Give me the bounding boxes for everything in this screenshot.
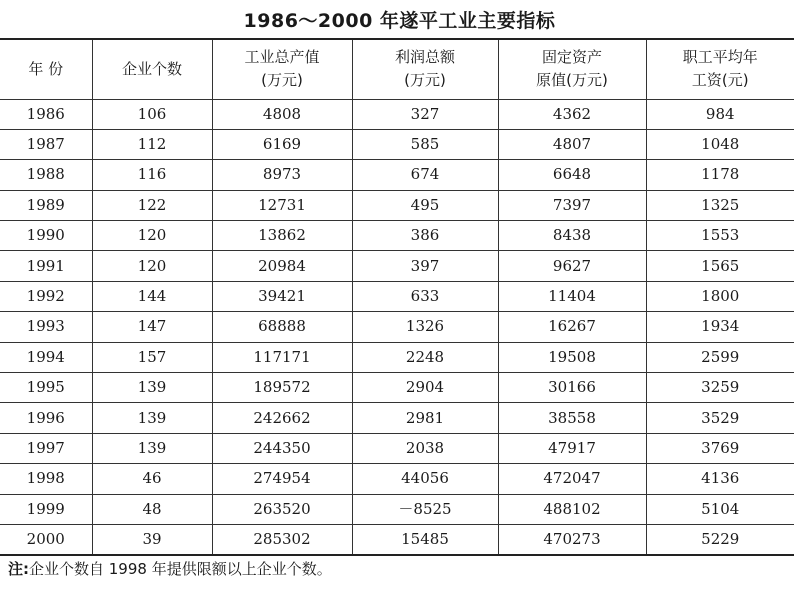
year-cell: 1988 <box>0 160 92 190</box>
table-row <box>0 251 794 281</box>
enterprise-count-cell: 139 <box>92 373 212 403</box>
enterprise-count-cell: 112 <box>92 129 212 159</box>
fixed-assets-cell: 16267 <box>498 312 646 342</box>
average-wage-cell: 2599 <box>646 342 794 372</box>
footnote-label: 注: <box>8 560 29 578</box>
table-row <box>0 373 794 403</box>
average-wage-cell: 1800 <box>646 281 794 311</box>
footnote <box>8 558 332 579</box>
table-row <box>0 190 794 220</box>
gross-output-cell: 13862 <box>212 221 352 251</box>
average-wage-cell: 1048 <box>646 129 794 159</box>
year-cell: 1987 <box>0 129 92 159</box>
fixed-assets-cell: 4362 <box>498 99 646 129</box>
enterprise-count-cell: 48 <box>92 494 212 524</box>
gross-output-cell: 244350 <box>212 433 352 463</box>
table-row <box>0 524 794 554</box>
fixed-assets-cell: 7397 <box>498 190 646 220</box>
average-wage-cell: 3259 <box>646 373 794 403</box>
year-cell: 1991 <box>0 251 92 281</box>
year-cell: 1986 <box>0 99 92 129</box>
gross-output-cell: 12731 <box>212 190 352 220</box>
gross-output-cell: 8973 <box>212 160 352 190</box>
gross-output-cell: 4808 <box>212 99 352 129</box>
table-row <box>0 494 794 524</box>
fixed-assets-cell: 9627 <box>498 251 646 281</box>
gross-output-cell: 274954 <box>212 464 352 494</box>
footnote-text: 企业个数自 1998 年提供限额以上企业个数。 <box>29 560 332 578</box>
fixed-assets-cell: 47917 <box>498 433 646 463</box>
table-row <box>0 281 794 311</box>
table-row <box>0 129 794 159</box>
gross-output-cell: 20984 <box>212 251 352 281</box>
gross-output-cell: 68888 <box>212 312 352 342</box>
profit-cell: 633 <box>352 281 498 311</box>
profit-cell: 15485 <box>352 524 498 554</box>
profit-cell: 386 <box>352 221 498 251</box>
gross-output-cell: 189572 <box>212 373 352 403</box>
table-row <box>0 342 794 372</box>
year-cell: 1994 <box>0 342 92 372</box>
average-wage-cell: 1565 <box>646 251 794 281</box>
average-wage-cell: 5229 <box>646 524 794 554</box>
profit-cell: 327 <box>352 99 498 129</box>
average-wage-cell: 3529 <box>646 403 794 433</box>
year-cell: 1995 <box>0 373 92 403</box>
header-gross-output: 工业总产值 (万元) <box>212 39 352 99</box>
enterprise-count-cell: 147 <box>92 312 212 342</box>
year-cell: 2000 <box>0 524 92 554</box>
fixed-assets-cell: 488102 <box>498 494 646 524</box>
fixed-assets-cell: 38558 <box>498 403 646 433</box>
year-cell: 1999 <box>0 494 92 524</box>
table-header-row <box>0 39 794 99</box>
table-body <box>0 99 794 555</box>
table-row <box>0 99 794 129</box>
year-cell: 1997 <box>0 433 92 463</box>
header-average-wage: 职工平均年 工资(元) <box>646 39 794 99</box>
fixed-assets-cell: 472047 <box>498 464 646 494</box>
profit-cell: 674 <box>352 160 498 190</box>
header-fixed-assets: 固定资产 原值(万元) <box>498 39 646 99</box>
profit-cell: 44056 <box>352 464 498 494</box>
fixed-assets-cell: 8438 <box>498 221 646 251</box>
average-wage-cell: 3769 <box>646 433 794 463</box>
average-wage-cell: 1934 <box>646 312 794 342</box>
gross-output-cell: 285302 <box>212 524 352 554</box>
year-cell: 1992 <box>0 281 92 311</box>
year-cell: 1996 <box>0 403 92 433</box>
enterprise-count-cell: 139 <box>92 433 212 463</box>
year-cell: 1990 <box>0 221 92 251</box>
industry-indicators-table <box>0 38 794 556</box>
year-cell: 1989 <box>0 190 92 220</box>
fixed-assets-cell: 30166 <box>498 373 646 403</box>
average-wage-cell: 5104 <box>646 494 794 524</box>
profit-cell: 1326 <box>352 312 498 342</box>
average-wage-cell: 1325 <box>646 190 794 220</box>
profit-cell: 2038 <box>352 433 498 463</box>
profit-cell: 397 <box>352 251 498 281</box>
enterprise-count-cell: 144 <box>92 281 212 311</box>
fixed-assets-cell: 6648 <box>498 160 646 190</box>
gross-output-cell: 117171 <box>212 342 352 372</box>
table-row <box>0 403 794 433</box>
gross-output-cell: 242662 <box>212 403 352 433</box>
profit-cell: 585 <box>352 129 498 159</box>
table-row <box>0 160 794 190</box>
average-wage-cell: 984 <box>646 99 794 129</box>
average-wage-cell: 1553 <box>646 221 794 251</box>
year-cell: 1993 <box>0 312 92 342</box>
profit-cell: 495 <box>352 190 498 220</box>
table-row <box>0 221 794 251</box>
enterprise-count-cell: 120 <box>92 251 212 281</box>
enterprise-count-cell: 157 <box>92 342 212 372</box>
fixed-assets-cell: 11404 <box>498 281 646 311</box>
average-wage-cell: 4136 <box>646 464 794 494</box>
table-row <box>0 464 794 494</box>
table-row <box>0 433 794 463</box>
table-row <box>0 312 794 342</box>
profit-cell: －8525 <box>352 494 498 524</box>
fixed-assets-cell: 470273 <box>498 524 646 554</box>
header-total-profit: 利润总额 (万元) <box>352 39 498 99</box>
profit-cell: 2981 <box>352 403 498 433</box>
enterprise-count-cell: 39 <box>92 524 212 554</box>
profit-cell: 2248 <box>352 342 498 372</box>
profit-cell: 2904 <box>352 373 498 403</box>
fixed-assets-cell: 19508 <box>498 342 646 372</box>
table-title: 1986～2000 年遂平工业主要指标 <box>243 10 556 32</box>
enterprise-count-cell: 120 <box>92 221 212 251</box>
gross-output-cell: 263520 <box>212 494 352 524</box>
year-cell: 1998 <box>0 464 92 494</box>
fixed-assets-cell: 4807 <box>498 129 646 159</box>
enterprise-count-cell: 122 <box>92 190 212 220</box>
enterprise-count-cell: 106 <box>92 99 212 129</box>
gross-output-cell: 39421 <box>212 281 352 311</box>
header-enterprise-count: 企业个数 <box>92 39 212 99</box>
gross-output-cell: 6169 <box>212 129 352 159</box>
enterprise-count-cell: 46 <box>92 464 212 494</box>
average-wage-cell: 1178 <box>646 160 794 190</box>
header-year: 年 份 <box>0 39 92 99</box>
enterprise-count-cell: 116 <box>92 160 212 190</box>
enterprise-count-cell: 139 <box>92 403 212 433</box>
